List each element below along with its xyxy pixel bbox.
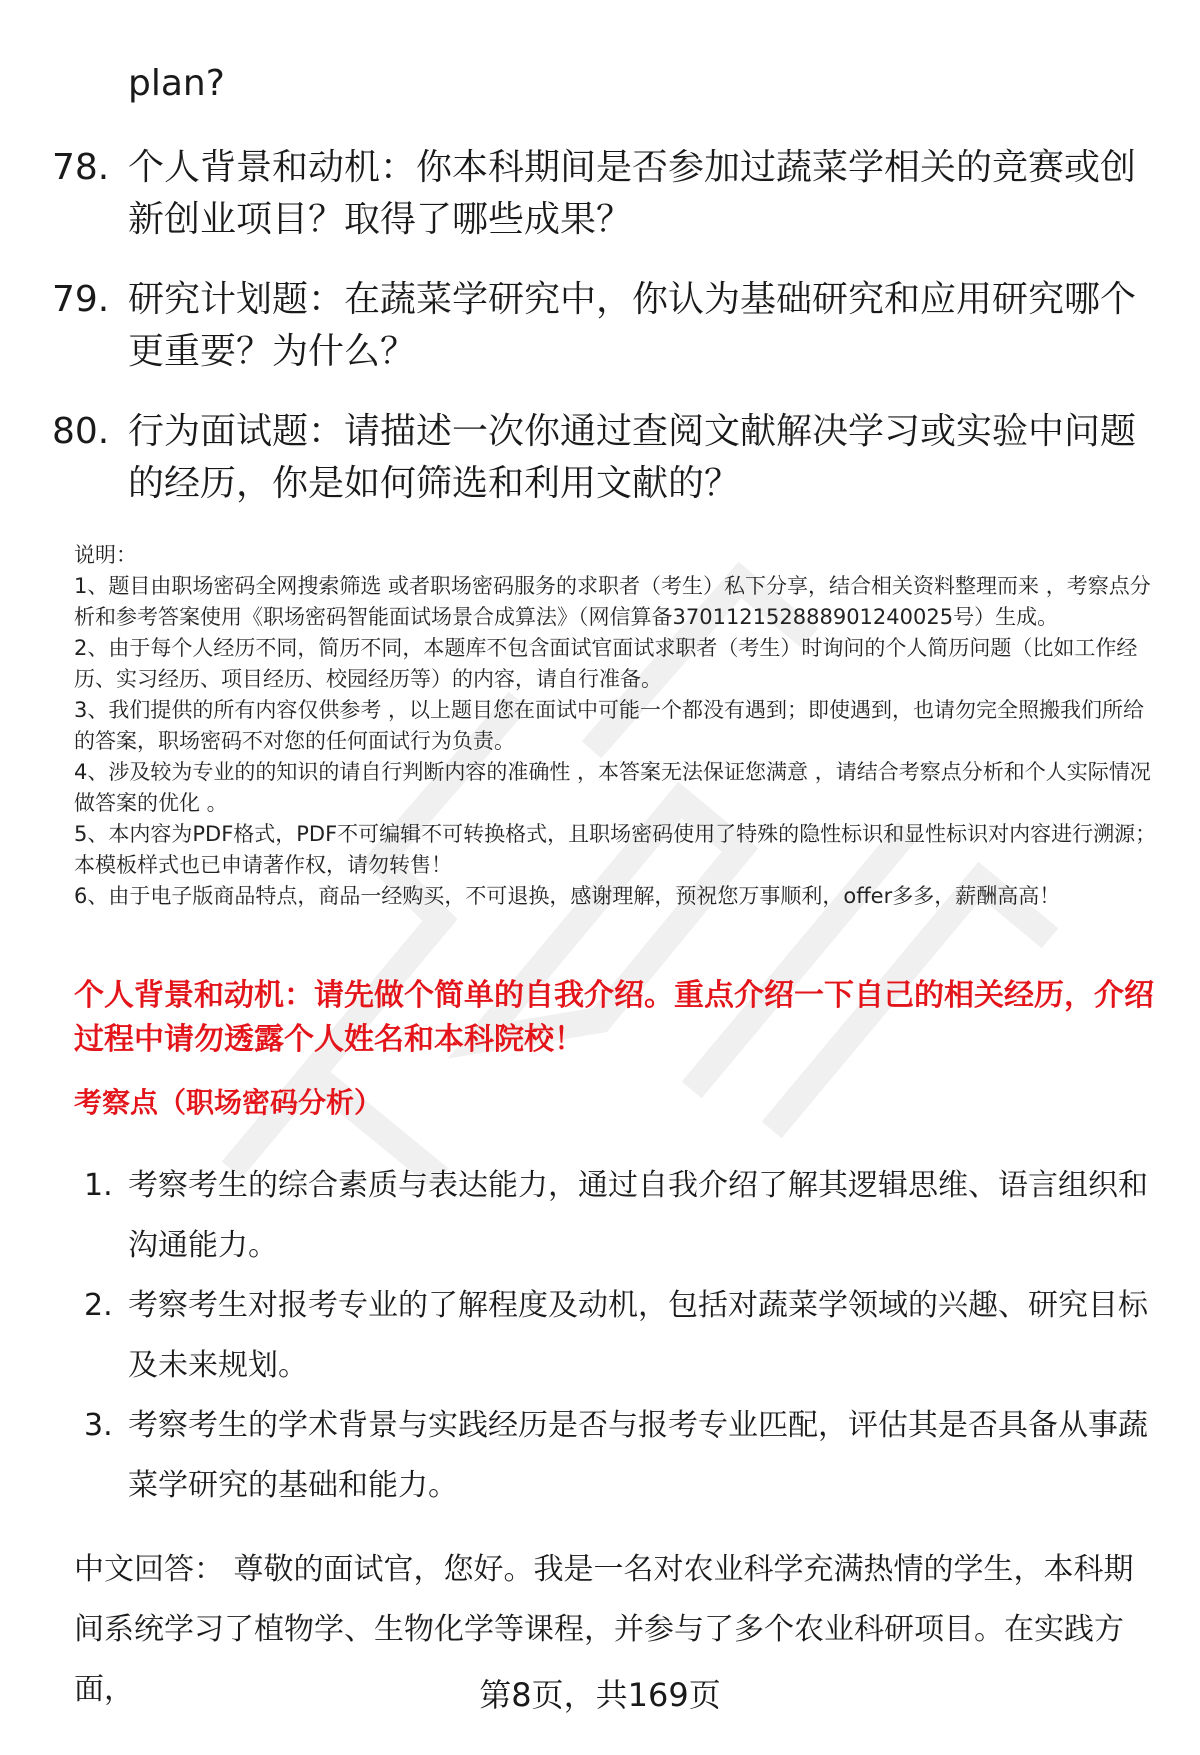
note-item: 6、由于电子版商品特点，商品一经购买，不可退换，感谢理解，预祝您万事顺利，offer多多，薪酬高高！ [74, 884, 1061, 908]
analysis-point-number: 1. [84, 1168, 113, 1203]
question-text: 行为面试题：请描述一次你通过查阅文献解决学习或实验中问题的经历，你是如何筛选和利用文献的？ [128, 411, 1137, 504]
featured-question: 个人背景和动机：请先做个简单的自我介绍。重点介绍一下自己的相关经历，介绍过程中请勿透露个人姓名和本科院校！ [74, 978, 1154, 1057]
note-item: 1、题目由职场密码全网搜索筛选 或者职场密码服务的求职者（考生）私下分享，结合相关资料整理而来 ，考察点分析和参考答案使用《职场密码智能面试场景合成算法》（网信算备370112152888901240025号）生成。 [74, 574, 1151, 629]
analysis-point [80, 1276, 1160, 1396]
question-number: 78. [52, 147, 110, 188]
notes-heading: 说明： [74, 543, 137, 567]
answer-text: 中文回答： 尊敬的面试官，您好。我是一名对农业科学充满热情的学生，本科期间系统学习了植物学、生物化学等课程，并参与了多个农业科研项目。在实践方面， [74, 1552, 1134, 1707]
question-79 [52, 274, 1152, 378]
question-78 [52, 142, 1152, 246]
analysis-point [80, 1396, 1160, 1516]
question-text: 研究计划题：在蔬菜学研究中，你认为基础研究和应用研究哪个更重要？为什么？ [128, 279, 1137, 372]
note-item: 2、由于每个人经历不同，简历不同，本题库不包含面试官面试求职者（考生）时询问的个人简历问题（比如工作经历、实习经历、项目经历、校园经历等）的内容，请自行准备。 [74, 636, 1138, 691]
note-item: 3、我们提供的所有内容仅供参考 ，以上题目您在面试中可能一个都没有遇到；即使遇到，也请勿完全照搬我们所给的答案，职场密码不对您的任何面试行为负责。 [74, 698, 1145, 753]
previous-question-tail: plan? [128, 63, 225, 104]
note-item: 4、涉及较为专业的的知识的请自行判断内容的准确性 ，本答案无法保证您满意 ，请结合考察点分析和个人实际情况做答案的优化 。 [74, 760, 1151, 815]
notes-section [74, 540, 1160, 912]
page-footer: 第8页，共169页 [479, 1676, 721, 1714]
analysis-point [80, 1156, 1160, 1276]
question-text: 个人背景和动机：你本科期间是否参加过蔬菜学相关的竞赛或创新创业项目？取得了哪些成果？ [128, 147, 1137, 240]
analysis-point-number: 3. [84, 1408, 113, 1443]
analysis-point-text: 考察考生对报考专业的了解程度及动机，包括对蔬菜学领域的兴趣、研究目标及未来规划。 [128, 1288, 1148, 1383]
analysis-point-text: 考察考生的学术背景与实践经历是否与报考专业匹配，评估其是否具备从事蔬菜学研究的基础和能力。 [128, 1408, 1148, 1503]
question-number: 80. [52, 411, 110, 452]
question-number: 79. [52, 279, 110, 320]
analysis-heading: 考察点（职场密码分析） [74, 1086, 383, 1119]
analysis-point-text: 考察考生的综合素质与表达能力，通过自我介绍了解其逻辑思维、语言组织和沟通能力。 [128, 1168, 1148, 1263]
note-item: 5、本内容为PDF格式，PDF不可编辑不可转换格式，且职场密码使用了特殊的隐性标识和显性标识对内容进行溯源；本模板样式也已申请著作权，请勿转售！ [74, 822, 1157, 877]
question-80 [52, 406, 1152, 510]
analysis-point-number: 2. [84, 1288, 113, 1323]
analysis-points [80, 1156, 1160, 1516]
